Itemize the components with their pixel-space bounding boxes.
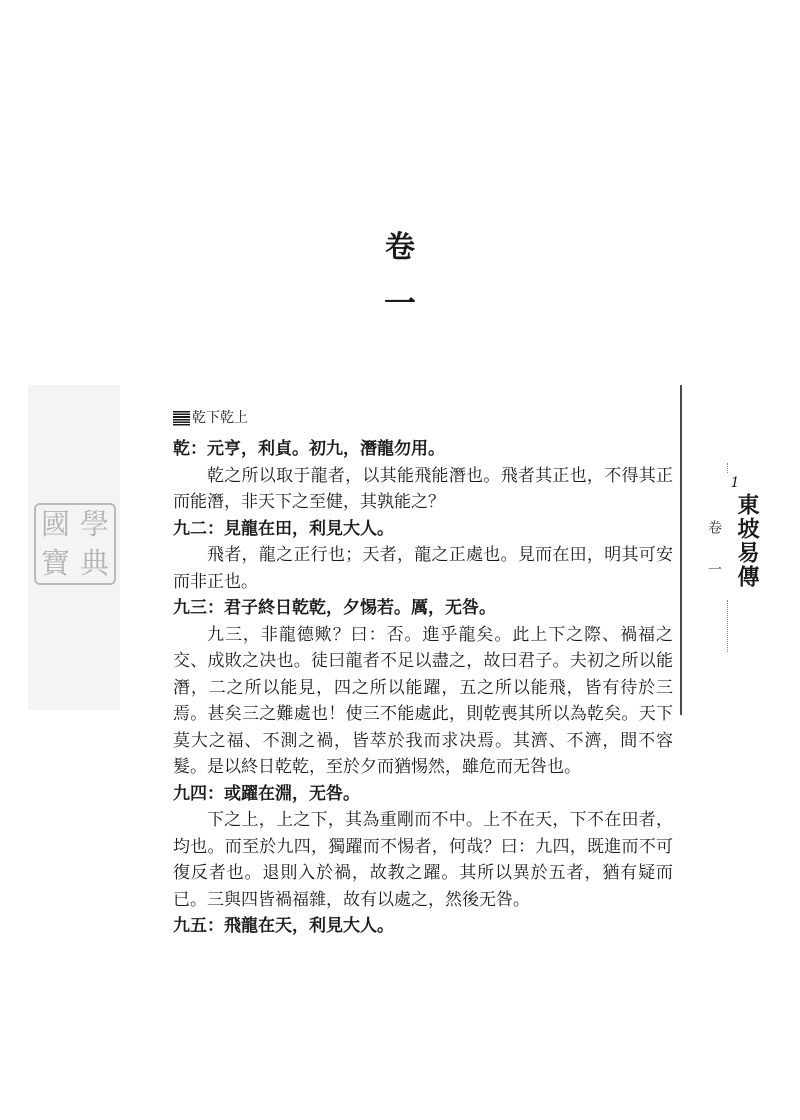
commentary-paragraph: 九三，非龍德歟？曰：否。進乎龍矣。此上下之際、禍福之交、成敗之决也。徒曰龍者不足以盡之，故曰君子。夫初之所以能潛，二之所以能見，四之所以能躍，五之所以能飛，皆有待於三焉。甚矣三之難處也！使三不能處此，則乾喪其所以為乾矣。天下莫大之福、不測之禍，皆萃於我而求决焉。其濟、不濟，間不容髮。是以終日乾乾，至於夕而猶惕然，雖危而无咎也。 — [173, 624, 673, 777]
guoxue-baodian-seal-logo — [34, 503, 116, 585]
commentary-paragraph: 飛者，龍之正行也；天者，龍之正處也。見而在田，明其可安而非正也。 — [173, 545, 673, 592]
commentary-paragraph: 下之上，上之下，其為重剛而不中。上不在天，下不在田者，均也。而至於九四，獨躍而不惕者，何哉？曰：九四，既進而不可復反者也。退則入於禍，故教之躍。其所以異於五者，猶有疑而已。三與四皆禍福雜，故有以處之，然後无咎。 — [173, 810, 673, 910]
qian-hexagram-icon — [173, 411, 190, 426]
main-text — [173, 408, 673, 940]
hexagram-line-text: 九二：見龍在田，利見大人。 — [173, 518, 394, 539]
seal-char: 國 — [40, 507, 70, 541]
dotted-rule — [727, 463, 728, 473]
hexagram-line-text: 九五：飛龍在天，利見大人。 — [173, 916, 394, 936]
running-volume-label: 卷一 — [706, 520, 722, 604]
page-number: 1 — [730, 475, 740, 491]
paragraph-list — [173, 436, 673, 940]
dotted-rule — [727, 600, 728, 652]
volume-heading-char: 卷 — [385, 230, 415, 265]
running-book-title: 東坡易傳 — [734, 493, 760, 589]
seal-char: 典 — [79, 546, 109, 580]
hexagram-line-text: 九四：或躍在淵，无咎。 — [173, 783, 360, 804]
commentary-paragraph: 乾之所以取于龍者，以其能飛能潛也。飛者其正也，不得其正而能潛，非天下之至健，其孰能之？ — [173, 465, 673, 512]
hexagram-label: 乾下乾上 — [192, 410, 248, 426]
seal-char: 寶 — [40, 546, 70, 580]
hexagram-line-text: 乾：元亨，利貞。初九，潛龍勿用。 — [173, 439, 445, 459]
hexagram-header — [173, 408, 673, 428]
seal-char: 學 — [79, 507, 109, 541]
volume-heading-number: 一 — [383, 284, 416, 322]
hexagram-line-text: 九三：君子終日乾乾，夕惕若。厲，无咎。 — [173, 598, 496, 618]
margin-rule — [680, 385, 682, 715]
